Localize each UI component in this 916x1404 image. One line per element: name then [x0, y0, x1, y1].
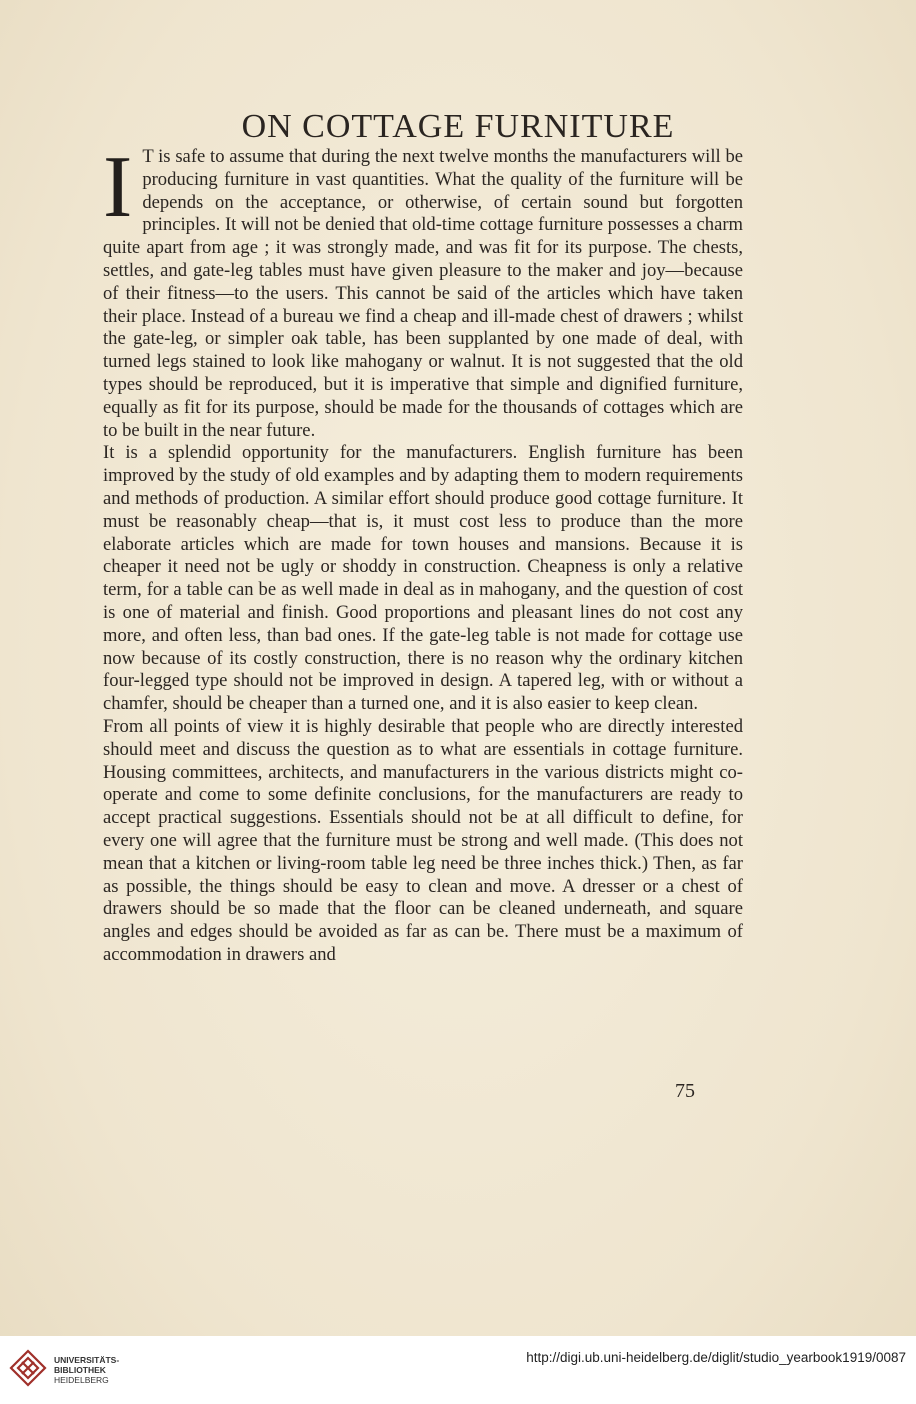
page-number: 75 — [675, 1080, 695, 1102]
paragraph-3: From all points of view it is highly desirable that people who are directly interested should meet and discuss the question as to what are essentials in cottage furniture. Housing committees, architects, and manufacturers in the various districts might co-operate and come to some definite conclusions, for the manufacturers are ready to accept practical suggestions. Essentials should not be at all difficult to define, for every one will agree that the furniture must be strong and well made. (This does not mean that a kitchen or living-room table leg need be three inches thick.) Then, as far as possible, the things should be easy to clean and move. A dresser or a chest of drawers should be so made that the floor can be cleaned underneath, and square angles and edges should be avoided as far as can be. There must be a maximum of accommodation in drawers and — [103, 715, 743, 965]
article-body — [103, 139, 743, 967]
paragraph-2: It is a splendid opportunity for the manufacturers. English furniture has been improved by the study of old examples and by adapting them to modern requirements and methods of production. A similar effort should produce good cottage furniture. It must be reasonably cheap—that is, it must cost less to produce than the more elaborate articles which are made for town houses and mansions. Because it is cheaper it need not be ugly or shoddy in construction. Cheapness is only a relative term, for a table can be as well made in deal as in mahogany, and the question of cost is one of material and finish. Good proportions and pleasant lines do not cost any more, and often less, than bad ones. If the gate-leg table is not made for cottage use now because of its costly construction, there is no reason why the ordinary kitchen four-legged type should not be improved in design. A tapered leg, with or without a chamfer, should be cheaper than a turned one, and it is also easier to keep clean. — [103, 442, 743, 715]
viewer-footer — [0, 1336, 916, 1404]
library-name-line-2: BIBLIOTHEK — [54, 1365, 106, 1375]
article-title: ON COTTAGE FURNITURE — [241, 108, 675, 145]
paragraph-text: T is safe to assume that during the next twelve months the manufacturers will be producing furniture in vast quantities. What the quality of the furniture will be depends on the acceptance, or otherwise, of certain sound but forgotten principles. It will not be denied that old-time cottage furniture possesses a charm quite apart from age ; it was strongly made, and was fit for its purpose. The chests, settles, and gate-leg tables must have given pleasure to the maker and joy—because of their fitness—to the users. This cannot be said of the articles which have taken their place. Instead of a bureau we find a cheap and ill-made chest of drawers ; whilst the gate-leg, or simpler oak table, has been supplanted by one made of deal, with turned legs stained to look like mahogany or walnut. It is not suggested that the old types should be reproduced, but it is imperative that simple and dignified furniture, equally as fit for its purpose, should be made for the thousands of cottages which are to be built in the near future. — [103, 146, 743, 441]
paragraph-1 — [103, 139, 743, 442]
source-url-link[interactable]: http://digi.ub.uni-heidelberg.de/diglit/studio_yearbook1919/0087 — [526, 1350, 906, 1365]
drop-cap: I — [103, 139, 133, 236]
library-name — [54, 1355, 119, 1385]
university-library-logo-icon — [8, 1348, 48, 1388]
library-name-line-1: UNIVERSITÄTS- — [54, 1355, 120, 1365]
library-name-line-3: HEIDELBERG — [54, 1375, 109, 1385]
